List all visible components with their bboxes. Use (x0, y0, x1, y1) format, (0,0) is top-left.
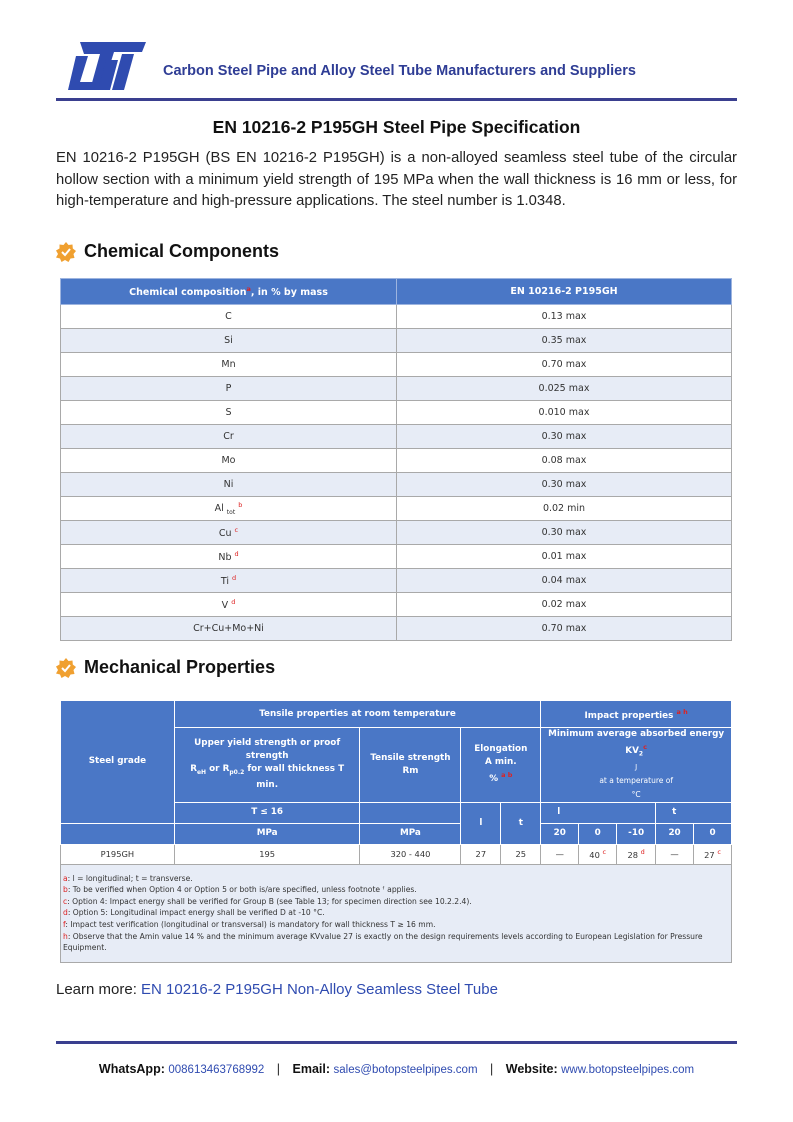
table-row (61, 844, 732, 864)
chem-col-composition: Chemical composition$^a$, in % by mass (61, 279, 397, 305)
chem-value: 0.70 max (397, 353, 732, 377)
mechanical-table (60, 700, 732, 963)
chem-element: Nb $^d$ (61, 545, 397, 569)
chem-element: P (61, 377, 397, 401)
chem-value: 0.30 max (397, 473, 732, 497)
intro-paragraph: EN 10216-2 P195GH (BS EN 10216-2 P195GH) is a non-alloyed seamless steel tube of the circular hollow section with a minimum yield strength of 195 MPa when the wall thickness is 16 mm or less, for high-temperature and high-pressure applications. The steel number is 1.0348. (56, 150, 737, 209)
cell-impact-5: 27 $^c$ (694, 844, 732, 864)
mech-temp-2: 0 (579, 823, 617, 844)
footnote-item: c: Option 4: Impact energy shall be verified for Group B (see Table 13; for specimen direction see 10.2.2.4). (63, 896, 472, 906)
footnote-item: f: Impact test verification (longitudinal or transversal) is mandatory for wall thickness T ≥ 16 mm. (63, 920, 436, 930)
cell-impact-4: — (656, 844, 694, 864)
mech-col-yield: Upper yield strength or proof strength $R_{eH}$ or $R_{p0.2}$ for wall thickness T min. (174, 728, 360, 803)
cell-elong-l: 27 (461, 844, 501, 864)
chem-element: Cu $^c$ (61, 521, 397, 545)
footnote-item: b: To be verified when Option 4 or Option 5 or both is/are specified, unless footnote ᶠ applies. (63, 885, 417, 895)
mechanical-section-heading (56, 657, 275, 678)
chem-value: 0.70 max (397, 617, 732, 641)
table-row (61, 377, 732, 401)
badge-icon (56, 658, 76, 678)
table-row (61, 401, 732, 425)
table-row (61, 497, 732, 521)
mech-unit-yield: MPa (174, 823, 360, 844)
chem-value: 0.02 min (397, 497, 732, 521)
chem-value: 0.08 max (397, 449, 732, 473)
table-row (61, 593, 732, 617)
table-row (61, 329, 732, 353)
chem-element: Mn (61, 353, 397, 377)
whatsapp-label: WhatsApp: (98, 1062, 165, 1076)
mech-t-range: T ≤ 16 (174, 802, 360, 823)
chem-element: Cr+Cu+Mo+Ni (61, 617, 397, 641)
cell-elong-t: 25 (501, 844, 541, 864)
chem-element: Mo (61, 449, 397, 473)
cell-impact-3: 28 $^d$ (617, 844, 656, 864)
chem-value: 0.30 max (397, 425, 732, 449)
email-label: Email: (292, 1062, 331, 1076)
footer-contacts (0, 1062, 793, 1076)
cell-grade: P195GH (61, 844, 175, 864)
mech-temp-1: 20 (541, 823, 579, 844)
mech-col-steel-grade-blank (61, 823, 175, 844)
table-row (61, 545, 732, 569)
header-tagline: Carbon Steel Pipe and Alloy Steel Tube Manufacturers and Suppliers (163, 63, 636, 79)
mechanical-heading: Mechanical Properties (84, 657, 276, 677)
badge-icon (56, 242, 76, 262)
chem-element: Ti $^d$ (61, 569, 397, 593)
chem-value: 0.13 max (397, 305, 732, 329)
mech-unit-tensile: MPa (360, 823, 461, 844)
table-row (61, 569, 732, 593)
chem-element: V $^d$ (61, 593, 397, 617)
table-row (61, 305, 732, 329)
footnote-item: d: Option 5: Longitudinal impact energy shall be verified D at -10 °C. (63, 908, 325, 918)
chem-element: Al $_{tot}$ $^b$ (61, 497, 397, 521)
cell-impact-2: 40 $^c$ (579, 844, 617, 864)
mech-elong-t: t (501, 802, 541, 844)
page-title: EN 10216-2 P195GH Steel Pipe Specification (212, 117, 581, 137)
chem-value: 0.02 max (397, 593, 732, 617)
mech-impact-t: t (656, 802, 732, 823)
email-link[interactable]: sales@botopsteelpipes.com (333, 1064, 478, 1076)
cell-yield: 195 (174, 844, 360, 864)
table-row (61, 353, 732, 377)
mech-temp-4: 20 (656, 823, 694, 844)
website-link[interactable]: www.botopsteelpipes.com (561, 1064, 695, 1076)
mech-group-impact: Impact properties $^{a h}$ (541, 701, 732, 728)
mech-col-impact-energy: Minimum average absorbed energy $KV_2^c$ J at a temperature of °C (541, 728, 732, 803)
learn-more: Learn more: EN 10216-2 P195GH Non-Alloy Seamless Steel Tube (56, 981, 498, 998)
header-divider (56, 98, 737, 101)
mech-impact-l: l (541, 802, 656, 823)
chem-element: Si (61, 329, 397, 353)
chem-value: 0.010 max (397, 401, 732, 425)
table-row (61, 617, 732, 641)
mech-group-tensile: Tensile properties at room temperature (174, 701, 540, 728)
whatsapp-number[interactable]: 008613463768992 (168, 1064, 265, 1076)
chem-element: Cr (61, 425, 397, 449)
mech-tensile-blank (360, 802, 461, 823)
mech-temp-5: 0 (694, 823, 732, 844)
table-row (61, 425, 732, 449)
chem-element: S (61, 401, 397, 425)
website-label: Website: (505, 1062, 558, 1076)
chem-element: Ni (61, 473, 397, 497)
chem-element: C (61, 305, 397, 329)
chemical-section-heading (56, 241, 279, 262)
company-logo (66, 40, 146, 90)
mech-col-tensile: Tensile strength Rm (360, 728, 461, 803)
footer-divider (56, 1041, 737, 1044)
mech-elong-l: l (461, 802, 501, 844)
chem-value: 0.025 max (397, 377, 732, 401)
footnotes (61, 864, 732, 962)
footnote-item: a: l = longitudinal; t = transverse. (63, 873, 193, 883)
mech-col-elongation: Elongation A min. % $^{a b}$ (461, 728, 541, 803)
mech-col-steel-grade: Steel grade (61, 701, 175, 824)
learn-more-link[interactable]: EN 10216-2 P195GH Non-Alloy Seamless Steel Tube (141, 981, 498, 998)
footer-separator: | (276, 1062, 281, 1076)
chem-value: 0.35 max (397, 329, 732, 353)
chemical-table (60, 278, 732, 641)
table-row (61, 521, 732, 545)
footer-separator: | (490, 1062, 494, 1076)
table-row (61, 473, 732, 497)
cell-tensile: 320 - 440 (360, 844, 461, 864)
chem-value: 0.01 max (397, 545, 732, 569)
chem-value: 0.30 max (397, 521, 732, 545)
table-row (61, 449, 732, 473)
footnote-item: h: Observe that the Amin value 14 % and the minimum average KVvalue 27 is exactly on the design requirements levels according to European Legislation for Pressure Equipment. (63, 931, 703, 953)
mech-temp-3: -10 (617, 823, 656, 844)
chemical-heading: Chemical Components (84, 241, 280, 261)
cell-impact-1: — (541, 844, 579, 864)
chem-value: 0.04 max (397, 569, 732, 593)
chem-col-grade: EN 10216-2 P195GH (397, 279, 732, 305)
